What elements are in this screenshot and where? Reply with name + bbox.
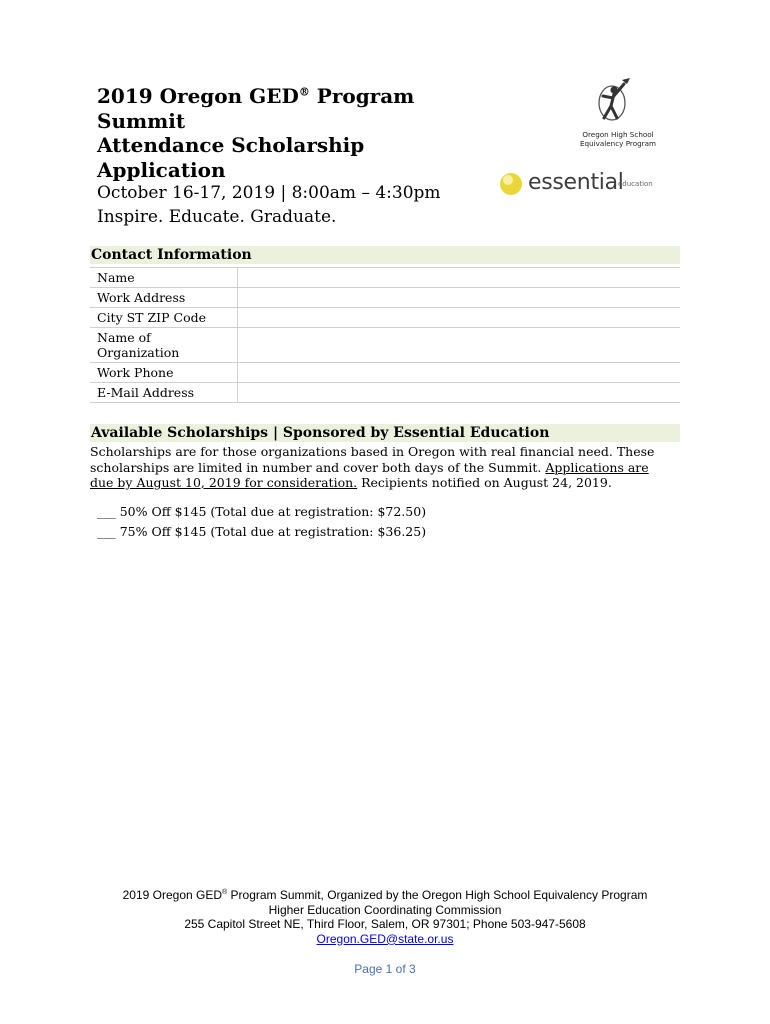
email-field[interactable] [238,383,681,403]
organization-field[interactable] [238,328,681,363]
row-label: City ST ZIP Code [90,308,238,328]
table-row [90,383,680,403]
tagline: Inspire. Educate. Graduate. [97,207,337,227]
footer-text: 2019 Oregon GED [122,888,223,902]
registered-mark: ® [298,85,310,99]
table-row [90,308,680,328]
event-date: October 16-17, 2019 | 8:00am – 4:30pm [97,183,441,203]
description-text: Recipients notified on August 24, 2019. [357,475,612,490]
footer-line [0,932,770,947]
title-text: 2019 Oregon GED [97,84,299,108]
row-label: E-Mail Address [90,383,238,403]
row-label: Name of Organization [90,328,238,363]
city-state-zip-field[interactable] [238,308,681,328]
scholarship-description [90,444,675,491]
row-label: Work Address [90,288,238,308]
table-row [90,268,680,288]
title-text: Summit [97,108,186,133]
registered-mark: ® [222,889,228,896]
essential-education-logo [498,168,668,200]
logo-caption: Equivalency Program [579,139,657,148]
sun-icon [498,168,526,198]
logo-subword: education [618,180,653,188]
footer-line: Higher Education Coordinating Commission [268,902,502,917]
work-phone-field[interactable] [238,363,681,383]
logo-caption: Oregon High School [582,130,654,139]
page-number: Page 1 of 3 [354,962,416,976]
footer-line: 255 Capitol Street NE, Third Floor, Salem, OR 97301; Phone 503-947-5608 [184,917,586,932]
email-link[interactable]: Oregon.GED@state.or.us [316,931,454,946]
table-row [90,328,680,363]
work-address-field[interactable] [238,288,681,308]
graduate-figure-icon [574,76,662,130]
scholarship-option-50[interactable]: ___ 50% Off $145 (Total due at registration: $72.50) [97,504,427,519]
title-text: Program [309,84,415,108]
row-label: Name [90,268,238,288]
scholarship-option-75[interactable]: ___ 75% Off $145 (Total due at registration: $36.25) [97,524,427,539]
document-title [97,84,477,182]
footer-line [0,888,770,903]
footer-text: Program Summit, Organized by the Oregon High School Equivalency Program [227,888,648,902]
page-footer [0,888,770,946]
name-field[interactable] [238,268,681,288]
logo-wordmark: essential [528,170,624,195]
deadline-text: Applications are due by August 10, 2019 for consideration. [90,459,649,490]
title-text: Attendance Scholarship [97,133,365,157]
contact-information-heading: Contact Information [90,246,680,264]
oregon-hsep-logo [574,76,662,152]
contact-information-table [90,267,680,403]
event-subtitle [97,181,497,229]
title-text: Application [97,157,226,182]
description-text: Scholarships are for those organizations based in Oregon with real financial need. These scholarships are limited in number and cover both days of the Summit. [90,444,655,475]
table-row [90,288,680,308]
table-row [90,363,680,383]
row-label: Work Phone [90,363,238,383]
scholarships-heading: Available Scholarships | Sponsored by Essential Education [90,424,680,442]
